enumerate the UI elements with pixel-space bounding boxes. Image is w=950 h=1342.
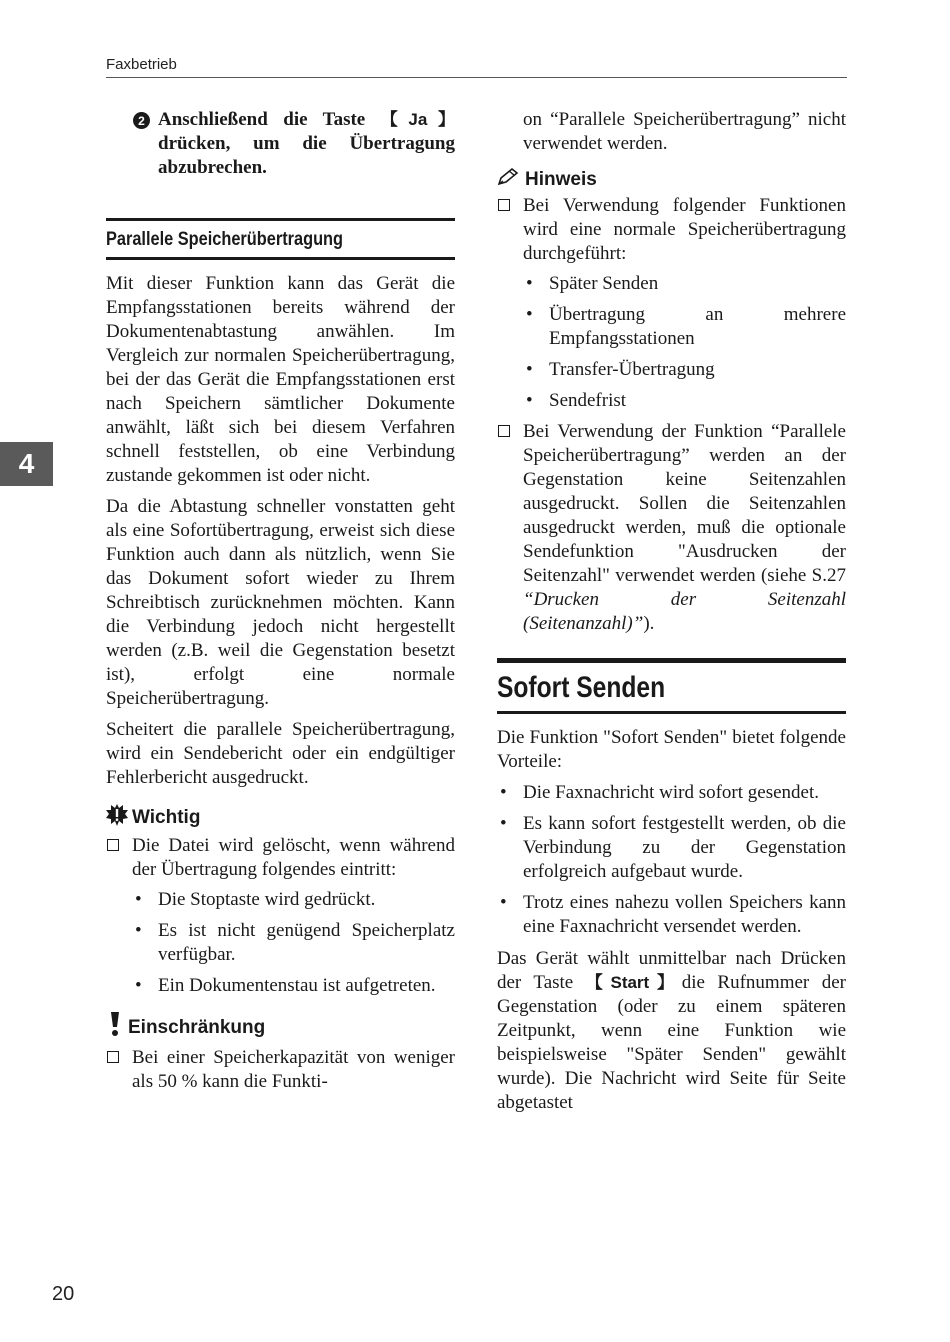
bullet-item: • Transfer-Übertragung [523, 358, 846, 382]
pencil-icon [497, 168, 521, 192]
note-list [497, 194, 846, 636]
exclamation-burst-icon [106, 804, 128, 832]
bullet-list [523, 272, 846, 413]
checkbox-icon [498, 199, 510, 211]
section-heading: Parallele Speicherübertragung [106, 218, 455, 260]
advantages-list [497, 781, 846, 939]
cross-reference: “Drucken der Seitenzahl (Seitenanzahl)” [523, 589, 846, 634]
main-heading: Sofort Senden [497, 658, 846, 714]
list-item: Bei Verwendung der Funktion “Parallele Speicherübertragung” werden an der Gegenstation keine Seitenzahlen ausgedruckt. Sollen die Seitenzahlen ausgedruckt werden, muß die optionale Sendefunktion "Ausdrucken der Seitenzahl" verwendet werden (siehe S.27 “Drucken der Seitenzahl (Seitenanzahl)”). [497, 420, 846, 636]
checkbox-icon [498, 425, 510, 437]
page-number: 20 [52, 1283, 75, 1305]
bullet-item: • Übertragung an mehrere Empfangsstationen [523, 303, 846, 351]
list-item: Bei einer Speicherkapazität von weniger als 50 % kann die Funkti- [106, 1046, 455, 1094]
bullet-item: • Ein Dokumentenstau ist aufgetreten. [132, 974, 455, 998]
list-item: Die Datei wird gelöscht, wenn während der Übertragung folgendes eintritt: • Die Stoptaste wird gedrückt. • Es ist nicht genügend Speicherplatz verfügbar. • Ein Dokumentenstau ist aufgetreten. [106, 834, 455, 998]
left-column [106, 108, 455, 1100]
exclamation-icon [106, 1012, 124, 1044]
key-label-start: 【Start】 [585, 973, 682, 992]
important-list [106, 834, 455, 998]
limitation-heading: Einschränkung [106, 1012, 455, 1044]
running-header: Faxbetrieb [106, 56, 177, 73]
paragraph: Das Gerät wählt unmittelbar nach Drücken der Taste 【Start】die Rufnummer der Gegenstation (oder zu einem späteren Zeitpunkt, wenn eine Funktion wie beispielsweise "Später Senden" gewählt wurde). Die Nachricht wird Seite für Seite abgetastet [497, 948, 846, 1113]
limitation-continuation: on “Parallele Speicherübertragung” nicht verwendet werden. [523, 109, 846, 154]
limitation-list [106, 1046, 455, 1094]
paragraph: Mit dieser Funktion kann das Gerät die Empfangsstationen bereits während der Dokumentenabtastung anwählen. Im Vergleich zur normalen Speicherübertragung, bei der das Gerät die Empfangsstationen erst nach Speichern sämtlicher Dokumente anwählt, läßt sich bei diesem Verfahren schnell feststellen, ob eine Verbindung zustande gekommen ist oder nicht. [106, 273, 455, 486]
bullet-item: • Es kann sofort festgestellt werden, ob die Verbindung zu der Gegenstation erfolgreich aufgebaut wurde. [497, 812, 846, 884]
bullet-item: • Sendefrist [523, 389, 846, 413]
chapter-tab: 4 [0, 442, 53, 486]
header-rule [106, 77, 847, 78]
paragraph: Scheitert die parallele Speicherübertragung, wird ein Sendebericht oder ein endgültiger Fehlerbericht ausgedruckt. [106, 719, 455, 788]
bullet-item: • Es ist nicht genügend Speicherplatz verfügbar. [132, 919, 455, 967]
important-heading: Wichtig [106, 804, 455, 832]
bullet-list [132, 888, 455, 998]
checkbox-icon [107, 1051, 119, 1063]
number-circle-icon: 2 [133, 112, 150, 129]
key-label-ja: 【Ja】 [380, 110, 455, 129]
bullet-item: • Die Faxnachricht wird sofort gesendet. [497, 781, 846, 805]
paragraph: Die Funktion "Sofort Senden" bietet folgende Vorteile: [497, 727, 846, 772]
list-item: Bei Verwendung folgender Funktionen wird eine normale Speicherübertragung durchgeführt: • Später Senden • Übertragung an mehrere Empfangsstationen • Transfer-Übertragung • Sendefrist [497, 194, 846, 413]
bullet-item: • Später Senden [523, 272, 846, 296]
paragraph: Da die Abtastung schneller vonstatten geht als eine Sofortübertragung, erweist sich diese Funktion auch dann als nützlich, wenn Sie das Dokument sofort wieder zu Ihrem Schreibtisch zurücknehmen möchten. Kann die Verbindung jedoch nicht hergestellt werden (z.B. weil die Gegenstation besetzt ist), erfolgt eine normale Speicherübertragung. [106, 496, 455, 709]
right-column [497, 108, 846, 1122]
bullet-item: • Die Stoptaste wird gedrückt. [132, 888, 455, 912]
note-heading: Hinweis [497, 168, 846, 192]
step-instruction [106, 108, 455, 180]
step-text: Anschließend die Taste 【Ja】 drücken, um die Übertragung abzubrechen. [158, 109, 455, 178]
checkbox-icon [107, 839, 119, 851]
bullet-item: • Trotz eines nahezu vollen Speichers kann eine Faxnachricht versendet werden. [497, 891, 846, 939]
